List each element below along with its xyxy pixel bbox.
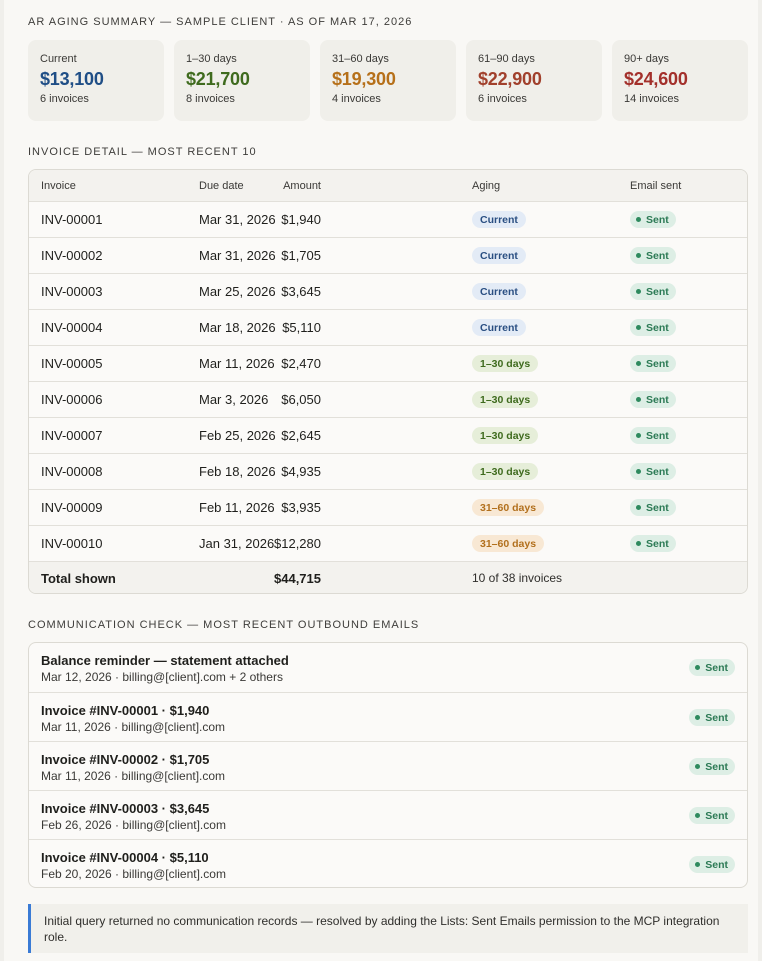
email-list-item: [29, 692, 747, 741]
due-date: Mar 25, 2026: [199, 284, 276, 299]
email-sent-cell: [630, 382, 676, 417]
column-header-amount: Amount: [283, 179, 321, 192]
column-header-invoice: Invoice: [41, 179, 76, 192]
status-dot-icon: [636, 289, 641, 294]
invoice-table-header: [29, 170, 747, 201]
permission-note-callout: [28, 904, 748, 953]
invoice-number: INV-00008: [41, 464, 103, 479]
sent-label: Sent: [705, 858, 728, 871]
aging-badge: 1–30 days: [472, 427, 538, 444]
email-list-item: [29, 790, 747, 839]
total-note: 10 of 38 invoices: [472, 571, 563, 585]
aging-badge: 31–60 days: [472, 535, 544, 552]
invoice-number: INV-00002: [41, 248, 103, 263]
email-sent-cell: [630, 274, 676, 309]
invoice-amount: $5,110: [282, 320, 321, 335]
invoice-amount: $1,940: [281, 212, 321, 227]
aging-card-label: 1–30 days: [186, 53, 237, 65]
sent-status-badge: [689, 659, 735, 676]
status-dot-icon: [695, 665, 700, 670]
callout-text: Initial query returned no communication records — resolved by adding the Lists: Sent Emails permission to the MCP integration role.: [44, 914, 720, 944]
aging-cell: [472, 382, 538, 417]
sent-label: Sent: [646, 465, 669, 478]
email-subject: Invoice #INV-00003 · $3,645: [41, 801, 210, 816]
email-list-item: [29, 839, 747, 888]
aging-cell: [472, 454, 538, 489]
sent-label: Sent: [646, 501, 669, 514]
table-row: [29, 381, 747, 417]
table-row: [29, 525, 747, 561]
invoice-number: INV-00007: [41, 428, 103, 443]
aging-card-amount: $21,700: [186, 69, 250, 89]
sent-status-badge: [630, 319, 676, 336]
status-dot-icon: [636, 433, 641, 438]
email-meta: Mar 11, 2026 · billing@[client].com: [41, 769, 226, 783]
due-date: Jan 31, 2026: [199, 536, 275, 551]
sent-status-badge: [630, 463, 676, 480]
email-sent-cell: [630, 526, 676, 561]
aging-cell: [472, 202, 526, 237]
aging-card-label: Current: [40, 53, 77, 65]
sent-status-badge: [630, 391, 676, 408]
table-row: [29, 417, 747, 453]
invoice-detail-heading: INVOICE DETAIL — MOST RECENT 10: [28, 146, 257, 158]
due-date: Mar 31, 2026: [199, 248, 276, 263]
status-dot-icon: [636, 541, 641, 546]
aging-badge: Current: [472, 247, 526, 264]
sent-status-badge: [689, 758, 735, 775]
sent-label: Sent: [646, 393, 669, 406]
summary-heading: AR AGING SUMMARY — SAMPLE CLIENT · AS OF MAR 17, 2026: [28, 16, 413, 28]
sent-status-badge: [689, 856, 735, 873]
aging-card-count: 8 invoices: [186, 93, 235, 105]
email-sent-cell: [630, 454, 676, 489]
invoice-table: [28, 169, 748, 594]
sent-label: Sent: [646, 285, 669, 298]
aging-card-31-60: [320, 40, 456, 121]
status-dot-icon: [695, 715, 700, 720]
status-dot-icon: [636, 397, 641, 402]
sent-status-badge: [689, 709, 735, 726]
status-dot-icon: [636, 505, 641, 510]
email-sent-cell: [630, 202, 676, 237]
aging-card-amount: $19,300: [332, 69, 396, 89]
email-meta: Feb 20, 2026 · billing@[client].com: [41, 867, 226, 881]
column-header-due-date: Due date: [199, 179, 244, 192]
aging-badge: 1–30 days: [472, 463, 538, 480]
aging-card-amount: $22,900: [478, 69, 542, 89]
invoice-number: INV-00006: [41, 392, 103, 407]
aging-card-count: 4 invoices: [332, 93, 381, 105]
aging-badge: 1–30 days: [472, 391, 538, 408]
status-dot-icon: [636, 253, 641, 258]
email-list-item: [29, 643, 747, 692]
due-date: Feb 11, 2026: [199, 500, 275, 515]
invoice-total-row: [29, 561, 747, 594]
table-row: [29, 237, 747, 273]
aging-badge: 31–60 days: [472, 499, 544, 516]
due-date: Mar 11, 2026: [199, 356, 275, 371]
table-row: [29, 345, 747, 381]
invoice-amount: $6,050: [281, 392, 321, 407]
sent-status-badge: [630, 535, 676, 552]
aging-cell: [472, 310, 526, 345]
sent-label: Sent: [646, 249, 669, 262]
sent-status-badge: [630, 499, 676, 516]
aging-card-count: 6 invoices: [40, 93, 89, 105]
table-row: [29, 453, 747, 489]
email-subject: Balance reminder — statement attached: [41, 653, 289, 668]
column-header-email-sent: Email sent: [630, 179, 682, 192]
sent-label: Sent: [646, 357, 669, 370]
aging-cell: [472, 274, 526, 309]
aging-card-label: 90+ days: [624, 53, 669, 65]
aging-card-1-30: [174, 40, 310, 121]
aging-cell: [472, 238, 526, 273]
sent-label: Sent: [705, 760, 728, 773]
due-date: Mar 18, 2026: [199, 320, 276, 335]
aging-summary-cards: [28, 40, 748, 121]
sent-status-badge: [630, 355, 676, 372]
sent-status-badge: [630, 211, 676, 228]
aging-card-90-plus: [612, 40, 748, 121]
invoice-number: INV-00003: [41, 284, 103, 299]
sent-label: Sent: [646, 213, 669, 226]
aging-cell: [472, 526, 544, 561]
aging-card-amount: $24,600: [624, 69, 688, 89]
invoice-amount: $3,645: [281, 284, 321, 299]
email-sent-cell: [630, 490, 676, 525]
email-list-item: [29, 741, 747, 790]
communication-heading: COMMUNICATION CHECK — MOST RECENT OUTBOUND EMAILS: [28, 619, 420, 631]
status-dot-icon: [695, 764, 700, 769]
due-date: Feb 18, 2026: [199, 464, 276, 479]
email-sent-cell: [630, 310, 676, 345]
status-dot-icon: [636, 469, 641, 474]
email-list: [28, 642, 748, 888]
aging-badge: Current: [472, 319, 526, 336]
sent-label: Sent: [646, 429, 669, 442]
status-dot-icon: [636, 217, 641, 222]
email-sent-cell: [630, 238, 676, 273]
aging-card-label: 31–60 days: [332, 53, 389, 65]
aging-badge: 1–30 days: [472, 355, 538, 372]
aging-cell: [472, 490, 544, 525]
total-amount: $44,715: [274, 570, 321, 586]
aging-badge: Current: [472, 211, 526, 228]
table-row: [29, 273, 747, 309]
total-label: Total shown: [41, 570, 116, 586]
invoice-amount: $2,645: [281, 428, 321, 443]
aging-card-current: [28, 40, 164, 121]
email-subject: Invoice #INV-00004 · $5,110: [41, 850, 209, 865]
email-subject: Invoice #INV-00001 · $1,940: [41, 703, 210, 718]
status-dot-icon: [636, 361, 641, 366]
sent-status-badge: [630, 247, 676, 264]
email-sent-cell: [630, 418, 676, 453]
invoice-number: INV-00001: [41, 212, 103, 227]
invoice-amount: $12,280: [274, 536, 321, 551]
invoice-amount: $3,935: [281, 500, 321, 515]
sent-status-badge: [630, 283, 676, 300]
sent-label: Sent: [705, 809, 728, 822]
invoice-amount: $4,935: [281, 464, 321, 479]
aging-cell: [472, 418, 538, 453]
status-dot-icon: [695, 813, 700, 818]
sent-label: Sent: [646, 321, 669, 334]
invoice-number: INV-00004: [41, 320, 103, 335]
status-dot-icon: [695, 862, 700, 867]
aging-card-label: 61–90 days: [478, 53, 535, 65]
aging-card-count: 6 invoices: [478, 93, 527, 105]
table-row: [29, 201, 747, 237]
invoice-number: INV-00005: [41, 356, 103, 371]
aging-card-amount: $13,100: [40, 69, 104, 89]
email-meta: Feb 26, 2026 · billing@[client].com: [41, 818, 226, 832]
due-date: Mar 3, 2026: [199, 392, 269, 407]
email-meta: Mar 12, 2026 · billing@[client].com + 2 others: [41, 670, 283, 684]
status-dot-icon: [636, 325, 641, 330]
sent-label: Sent: [705, 661, 728, 674]
table-row: [29, 309, 747, 345]
aging-card-61-90: [466, 40, 602, 121]
invoice-amount: $1,705: [281, 248, 321, 263]
email-sent-cell: [630, 346, 676, 381]
aging-cell: [472, 346, 538, 381]
aging-badge: Current: [472, 283, 526, 300]
email-subject: Invoice #INV-00002 · $1,705: [41, 752, 210, 767]
sent-status-badge: [689, 807, 735, 824]
table-row: [29, 489, 747, 525]
aging-card-count: 14 invoices: [624, 93, 680, 105]
invoice-number: INV-00009: [41, 500, 103, 515]
sent-label: Sent: [646, 537, 669, 550]
sent-status-badge: [630, 427, 676, 444]
email-meta: Mar 11, 2026 · billing@[client].com: [41, 720, 226, 734]
invoice-number: INV-00010: [41, 536, 103, 551]
due-date: Mar 31, 2026: [199, 212, 276, 227]
invoice-amount: $2,470: [281, 356, 321, 371]
due-date: Feb 25, 2026: [199, 428, 276, 443]
sent-label: Sent: [705, 711, 728, 724]
column-header-aging: Aging: [472, 179, 501, 192]
